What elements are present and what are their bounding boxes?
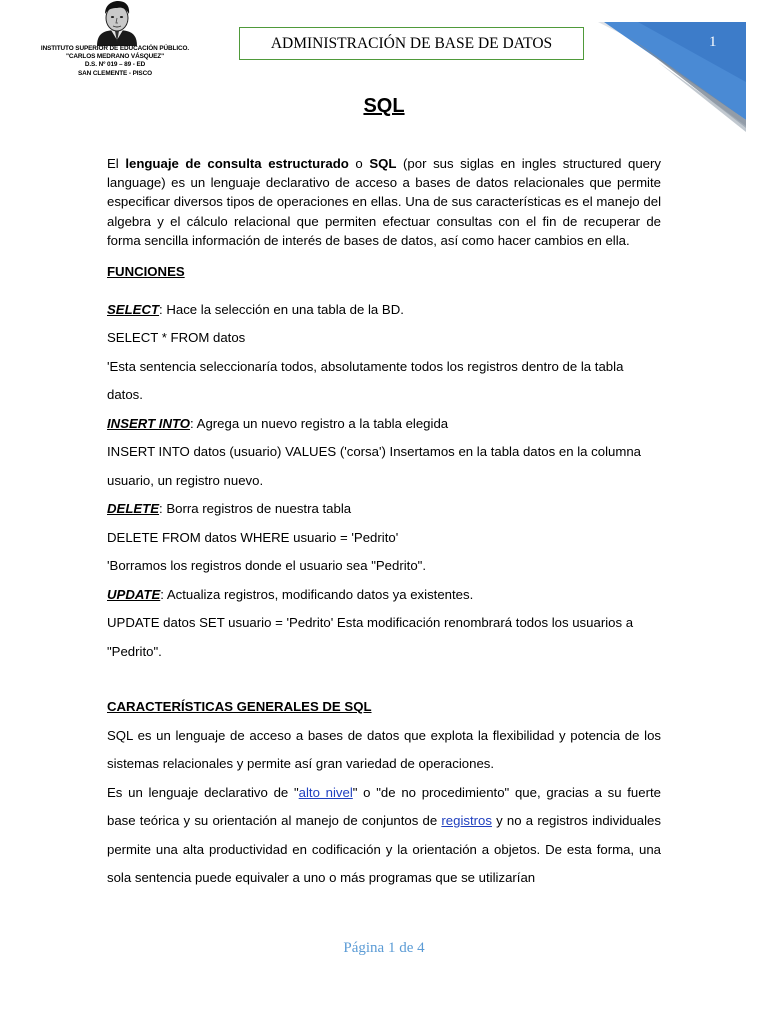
institution-logo: [83, 0, 151, 46]
characteristics-heading: CARACTERÍSTICAS GENERALES DE SQL: [107, 699, 372, 715]
institution-name: INSTITUTO SUPERIOR DE EDUCACIÓN PÚBLICO. "CARLOS MEDRANO VÁSQUEZ" D.S. Nº 019 – 89 - ED SAN CLEMENTE - PISCO: [40, 45, 190, 77]
insert-example: INSERT INTO datos (usuario) VALUES ('corsa') Insertamos en la tabla datos en la columna: [107, 444, 641, 460]
insert-keyword: INSERT INTO: [107, 415, 191, 431]
page-footer: Página 1 de 4: [343, 940, 425, 956]
course-title-box: [239, 27, 584, 60]
page-number: 1: [709, 34, 717, 50]
document-body: [107, 154, 661, 893]
select-example: SELECT * FROM datos: [107, 330, 246, 346]
course-title: ADMINISTRACIÓN DE BASE DE DATOS: [270, 34, 553, 52]
alto-nivel-link[interactable]: alto nivel: [298, 784, 353, 800]
select-note: 'Esta sentencia seleccionaría todos, absolutamente todos los registros dentro de la tabla: [107, 358, 624, 374]
update-definition: UPDATE: Actualiza registros, modificando datos ya existentes.: [107, 586, 474, 602]
select-keyword: SELECT: [107, 301, 160, 317]
select-definition: SELECT: Hace la selección en una tabla de la BD.: [107, 301, 404, 317]
insert-example-cont: usuario, un registro nuevo.: [107, 472, 264, 488]
intro-paragraph: El lenguaje de consulta estructurado o SQL (por sus siglas en ingles structured query language) es un lenguaje declarativo de acceso a bases de datos relacionales que permite especificar diversos tipos de operaciones en ellas. Una de sus características es el manejo del algebra y el cálculo relacional que permiten efectuar consultas con el fin de recuperar de forma sencilla información de interés de bases de datos, así como hacer cambios en ella.: [107, 156, 661, 248]
characteristics-paragraph-1: SQL es un lenguaje de acceso a bases de datos que explota la flexibilidad y potencia de los sistemas relacionales y permite así gran variedad de operaciones.: [107, 727, 661, 772]
delete-definition: DELETE: Borra registros de nuestra tabla: [107, 501, 352, 517]
functions-heading: FUNCIONES: [107, 264, 185, 280]
intro-term: lenguaje de consulta estructurado: [125, 156, 349, 171]
insert-definition: INSERT INTO: Agrega un nuevo registro a la tabla elegida: [107, 415, 449, 431]
update-example-cont: "Pedrito".: [107, 643, 162, 659]
select-note-cont: datos.: [107, 387, 143, 403]
delete-example: DELETE FROM datos WHERE usuario = 'Pedrito': [107, 529, 399, 545]
registros-link[interactable]: registros: [441, 813, 492, 829]
update-example: UPDATE datos SET usuario = 'Pedrito' Esta modificación renombrará todos los usuarios a: [107, 615, 634, 631]
delete-keyword: DELETE: [107, 501, 160, 517]
characteristics-paragraph-2: Es un lenguaje declarativo de "alto nivel" o "de no procedimiento" que, gracias a su fuerte base teórica y su orientación al manejo de conjuntos de registros y no a registros individuales permite una alta productividad en codificación y la orientación a objetos. De esta forma, una sola sentencia puede equivaler a uno o más programas que se utilizarían: [107, 784, 661, 886]
intro-abbr: SQL: [369, 156, 397, 171]
delete-note: 'Borramos los registros donde el usuario sea "Pedrito".: [107, 558, 427, 574]
document-title: SQL: [363, 95, 405, 117]
update-keyword: UPDATE: [107, 586, 161, 602]
